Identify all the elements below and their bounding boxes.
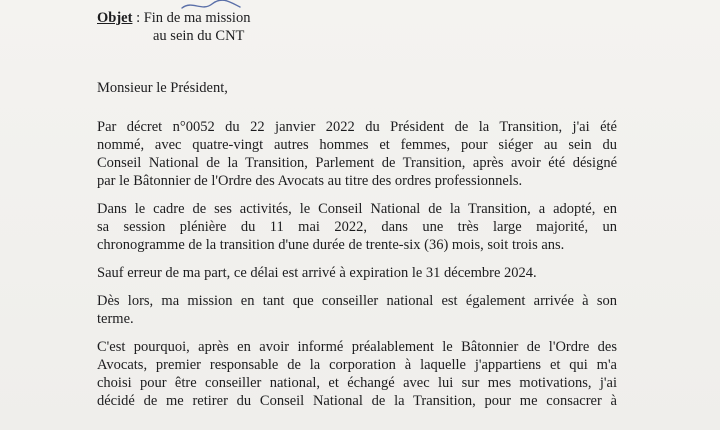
text-line: nommé, avec quatre-vingt autres hommes et femmes, pour siéger au sein du	[97, 137, 617, 153]
text-line: Par décret n°0052 du 22 janvier 2022 du Président de la Transition, j'ai été	[97, 119, 617, 135]
text-line: par le Bâtonnier de l'Ordre des Avocats au titre des ordres professionnels.	[97, 173, 523, 189]
paragraph-decision	[97, 338, 617, 410]
subject-line-1: : Fin de ma mission	[136, 10, 251, 26]
text-line: Avocats, premier responsable de la corporation à laquelle j'appartiens et qui m'a	[97, 357, 617, 373]
text-line: sa session plénière du 11 mai 2022, dans une très large majorité, un	[97, 219, 617, 235]
text-line: C'est pourquoi, après en avoir informé préalablement le Bâtonnier de l'Ordre des	[97, 339, 617, 355]
salutation: Monsieur le Président,	[97, 80, 228, 96]
paragraph-mission-end	[97, 292, 617, 328]
text-line: Sauf erreur de ma part, ce délai est arrivé à expiration le 31 décembre 2024.	[97, 265, 537, 281]
text-line: Conseil National de la Transition, Parlement de Transition, après avoir été désigné	[97, 155, 617, 171]
text-line: terme.	[97, 311, 134, 327]
text-line: décidé de me retirer du Conseil National de la Transition, pour me consacrer à	[97, 393, 617, 409]
paragraph-expiration	[97, 264, 617, 282]
text-line: Dès lors, ma mission en tant que conseiller national est également arrivée à son	[97, 293, 617, 309]
text-line: choisi pour être conseiller national, et échangé avec lui sur mes motivations, j'ai	[97, 375, 617, 391]
subject-label: Objet	[97, 10, 133, 26]
paragraph-chronogram	[97, 200, 617, 254]
letter-body	[97, 118, 617, 420]
subject-block	[97, 9, 250, 45]
paragraph-decree	[97, 118, 617, 190]
text-line: Dans le cadre de ses activités, le Conseil National de la Transition, a adopté, en	[97, 201, 617, 217]
text-line: chronogramme de la transition d'une durée de trente-six (36) mois, soit trois ans.	[97, 237, 565, 253]
subject-line-2: au sein du CNT	[153, 28, 245, 44]
